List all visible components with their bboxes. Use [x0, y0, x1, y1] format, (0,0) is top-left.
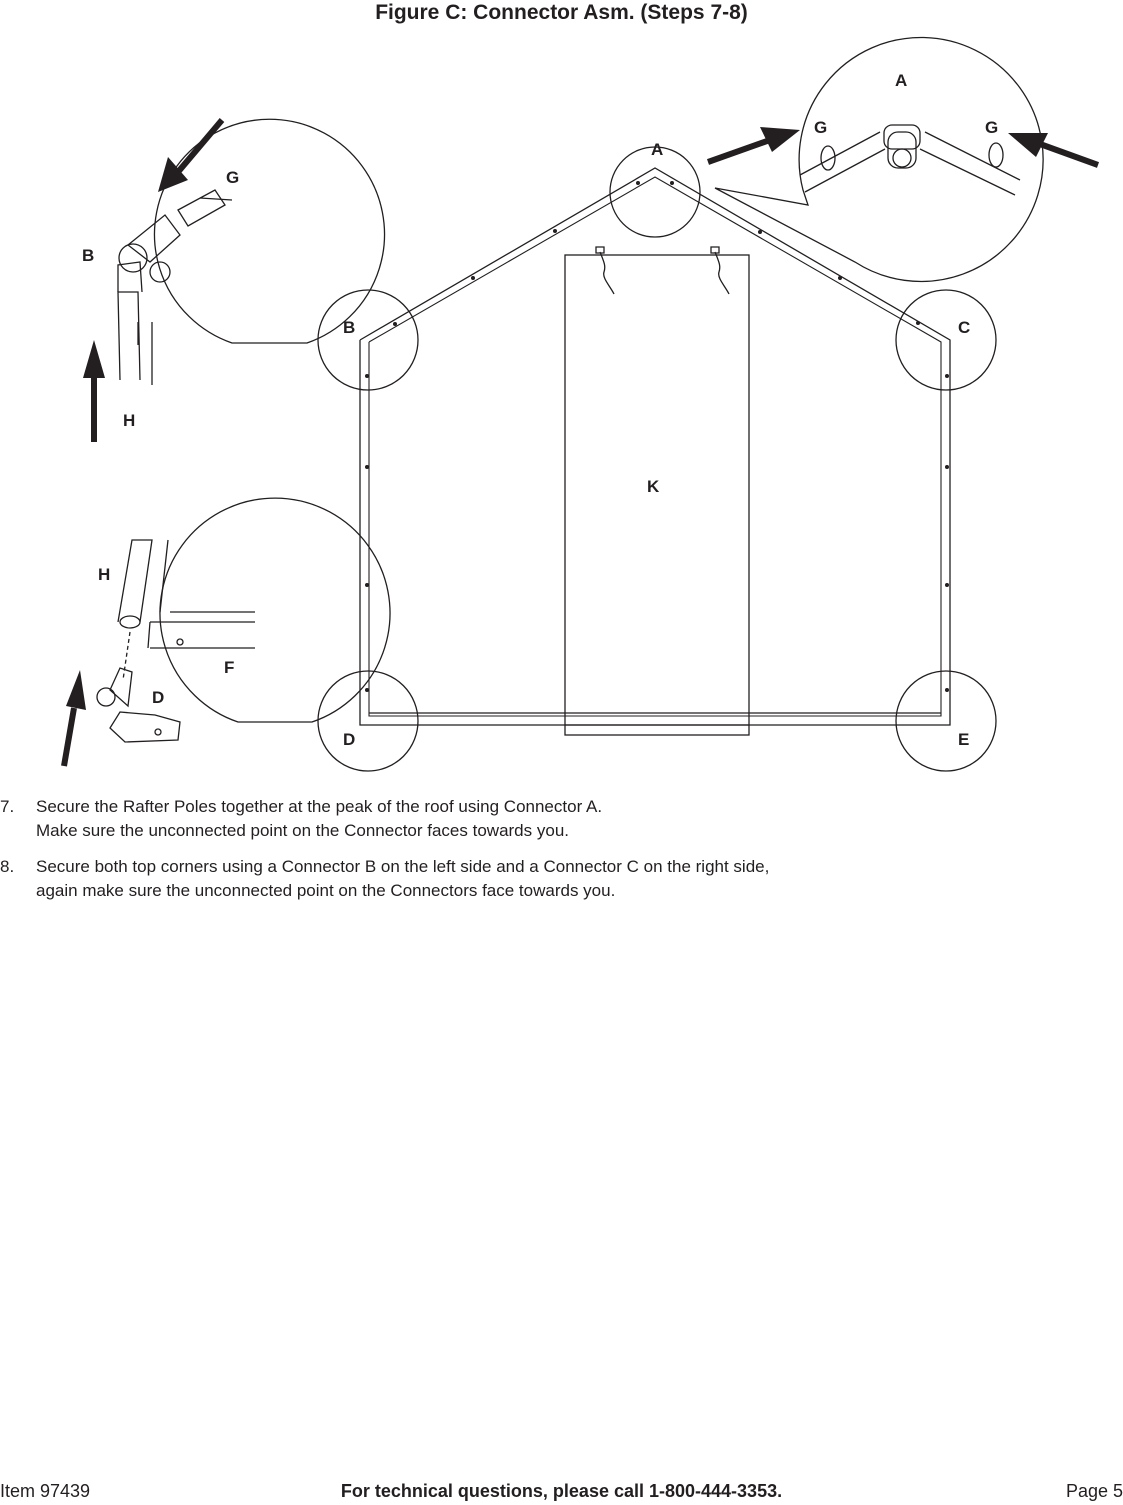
- label-connector-a: A: [651, 140, 664, 159]
- step-line: Make sure the unconnected point on the Connector faces towards you.: [36, 821, 569, 840]
- callout-circle-e: [896, 671, 996, 771]
- assembly-steps: [0, 795, 1000, 915]
- callout-circle-a: [610, 147, 700, 237]
- label-part-k: K: [647, 477, 660, 496]
- detail-a-label-g-right: G: [985, 118, 999, 137]
- label-connector-b: B: [343, 318, 356, 337]
- item-number: Item 97439: [0, 1481, 91, 1501]
- detail-view-d: [97, 498, 390, 742]
- detail-b-label-g: G: [226, 168, 240, 187]
- step-number: 8.: [0, 857, 15, 876]
- step-line: again make sure the unconnected point on the Connectors face towards you.: [36, 881, 616, 900]
- page-footer: [0, 1481, 1123, 1505]
- detail-b-label-b: B: [82, 246, 95, 265]
- detail-view-a: [715, 37, 1043, 281]
- label-connector-d: D: [343, 730, 356, 749]
- step-line: Secure both top corners using a Connector B on the left side and a Connector C on the right side,: [36, 857, 770, 876]
- figure-title: Figure C: Connector Asm. (Steps 7-8): [375, 1, 748, 24]
- step-line: Secure the Rafter Poles together at the peak of the roof using Connector A.: [36, 797, 603, 816]
- detail-d-label-d: D: [152, 688, 165, 707]
- callout-circle-d: [318, 671, 418, 771]
- detail-b-label-h: H: [123, 411, 136, 430]
- step-item: [0, 855, 1000, 903]
- label-connector-c: C: [958, 318, 971, 337]
- detail-a-label-g-left: G: [814, 118, 828, 137]
- detail-view-b: [118, 119, 385, 385]
- detail-a-label-a: A: [895, 71, 908, 90]
- page-number: Page 5: [1065, 1481, 1123, 1501]
- step-item: [0, 795, 1000, 843]
- detail-d-label-f: F: [224, 658, 235, 677]
- step-number: 7.: [0, 797, 15, 816]
- detail-d-label-h: H: [98, 565, 111, 584]
- support-line: For technical questions, please call 1-800-444-3353.: [340, 1481, 783, 1501]
- label-connector-e: E: [958, 730, 970, 749]
